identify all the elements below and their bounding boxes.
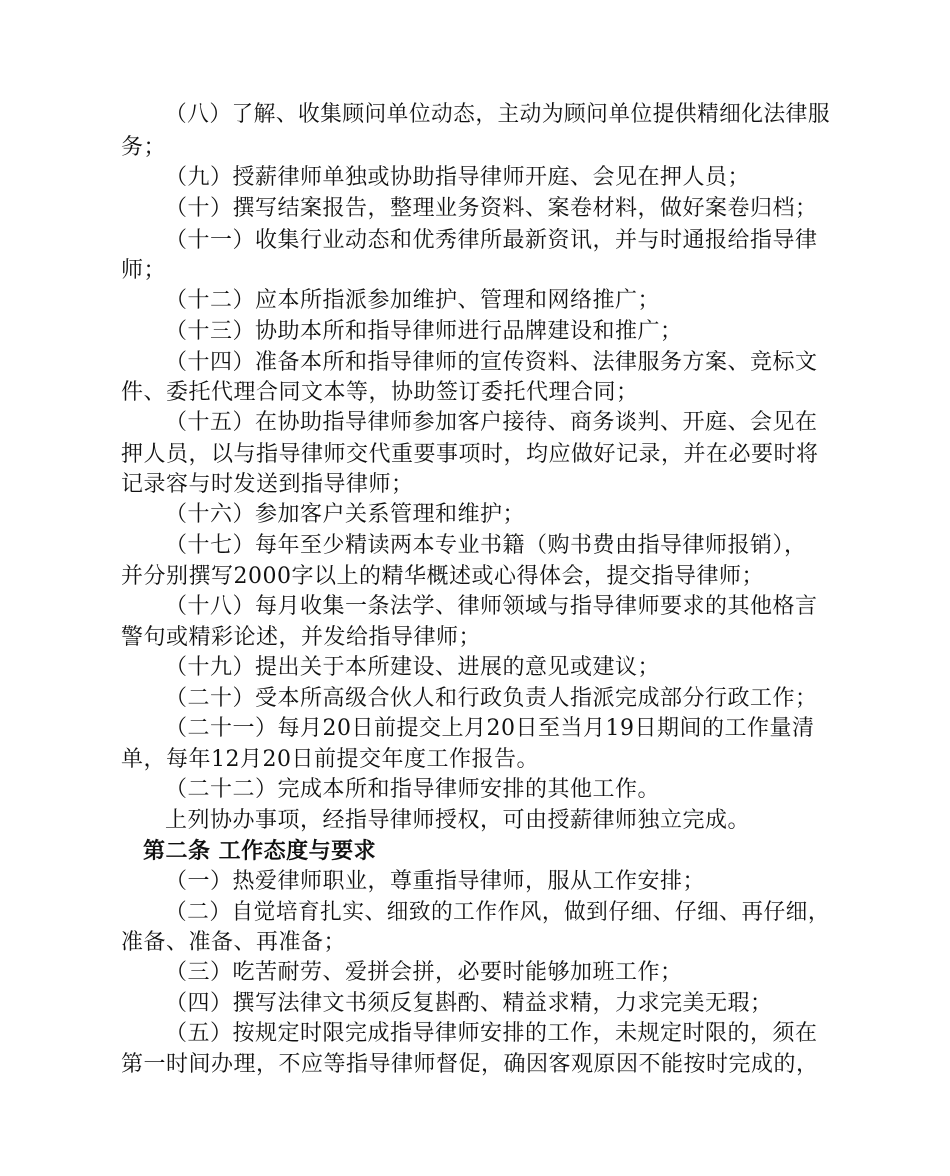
section-heading: 第二条 工作态度与要求: [143, 839, 377, 864]
text-line: （十五）在协助指导律师参加客户接待、商务谈判、开庭、会见在: [165, 410, 818, 435]
text-line: （二）自觉培育扎实、细致的工作作风，做到仔细、仔细、再仔细，: [165, 900, 831, 925]
text-line: 件、委托代理合同文本等，协助签订委托代理合同；: [121, 380, 639, 405]
text-line: 单，每年12月20日前提交年度工作报告。: [121, 747, 539, 772]
text-line: 师；: [121, 258, 167, 283]
text-line: （十九）提出关于本所建设、进展的意见或建议；: [165, 655, 661, 680]
text-line: 记录容与时发送到指导律师；: [121, 472, 414, 497]
text-line: 上列协办事项，经指导律师授权，可由授薪律师独立完成。: [165, 808, 751, 833]
text-line: （二十）受本所高级合伙人和行政负责人指派完成部分行政工作；: [165, 686, 818, 711]
text-line: （三）吃苦耐劳、爱拼会拼，必要时能够加班工作；: [165, 960, 683, 985]
text-line: （二十一）每月20日前提交上月20日至当月19日期间的工作量清: [165, 716, 815, 741]
text-line: （十七）每年至少精读两本专业书籍（购书费由指导律师报销），: [165, 533, 807, 558]
text-line: （一）热爱律师职业，尊重指导律师，服从工作安排；: [165, 869, 706, 894]
text-line: 押人员，以与指导律师交代重要事项时，均应做好记录，并在必要时将: [121, 442, 819, 467]
text-line: （十二）应本所指派参加维护、管理和网络推广；: [165, 288, 661, 313]
text-line: 务；: [121, 135, 167, 160]
text-line: （十八）每月收集一条法学、律师领域与指导律师要求的其他格言: [165, 594, 818, 619]
text-line: （十四）准备本所和指导律师的宣传资料、法律服务方案、竞标文: [165, 350, 818, 375]
text-line: （十一）收集行业动态和优秀律所最新资讯，并与时通报给指导律: [165, 228, 818, 253]
text-line: （九）授薪律师单独或协助指导律师开庭、会见在押人员；: [165, 165, 751, 190]
text-line: （十）撰写结案报告，整理业务资料、案卷材料，做好案卷归档；: [165, 196, 818, 221]
text-line: 第一时间办理，不应等指导律师督促，确因客观原因不能按时完成的，: [121, 1052, 819, 1077]
text-line: （五）按规定时限完成指导律师安排的工作，未规定时限的，须在: [165, 1021, 818, 1046]
text-line: （十三）协助本所和指导律师进行品牌建设和推广；: [165, 319, 683, 344]
text-line: （二十二）完成本所和指导律师安排的其他工作。: [165, 777, 661, 802]
text-line: 准备、准备、再准备；: [121, 930, 347, 955]
text-line: （十六）参加客户关系管理和维护；: [165, 502, 526, 527]
text-line: 警句或精彩论述，并发给指导律师；: [121, 625, 482, 650]
text-line: 并分别撰写2000字以上的精华概述或心得体会，提交指导律师；: [121, 564, 764, 589]
text-line: （八）了解、收集顾问单位动态，主动为顾问单位提供精细化法律服: [165, 102, 831, 127]
text-line: （四）撰写法律文书须反复斟酌、精益求精，力求完美无瑕；: [165, 991, 773, 1016]
